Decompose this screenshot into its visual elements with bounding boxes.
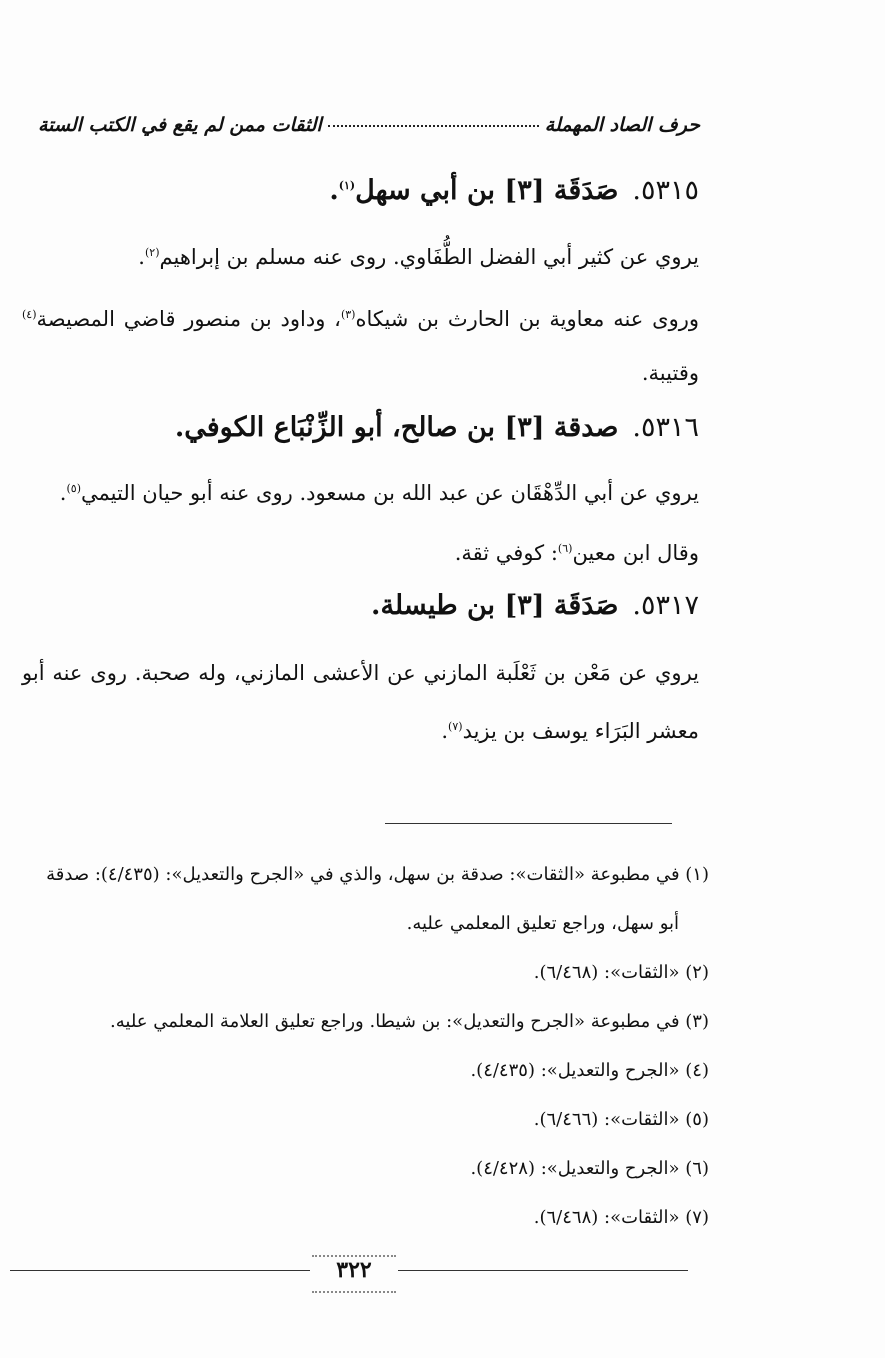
footnote-ref: (٢) xyxy=(144,246,160,259)
paragraph-text: وروى عنه معاوية بن الحارث بن شيكاه xyxy=(355,307,699,331)
paragraph-text: : كوفي ثقة. xyxy=(454,541,558,565)
paragraph-text: وقتيبة. xyxy=(641,361,699,385)
footnote: (١) في مطبوعة «الثقات»: صدقة بن سهل، والذي في «الجرح والتعديل»: (٤/٤٣٥): صدقة xyxy=(46,864,709,885)
footnote: (٧) «الثقات»: (٦/٤٦٨). xyxy=(533,1207,709,1228)
entry-end: . xyxy=(329,175,339,206)
footnote: (٤) «الجرح والتعديل»: (٤/٤٣٥). xyxy=(470,1060,709,1081)
entry-name: صَدَقَة [٣] بن أبي سهل xyxy=(355,175,619,206)
entry-title-5316 xyxy=(30,408,699,448)
footnote-ref: (٤) xyxy=(22,308,37,321)
entry-title-5315 xyxy=(30,166,699,211)
footnote-continuation: أبو سهل، وراجع تعليق المعلمي عليه. xyxy=(406,913,679,934)
page-number: ٣٢٢ xyxy=(336,1257,372,1283)
entry-name: صَدَقَة [٣] بن طيسلة xyxy=(380,590,619,621)
paragraph-text: وقال ابن معين xyxy=(572,541,699,565)
entry-end: . xyxy=(174,412,185,443)
paragraph-text: يروي عن مَعْن بن ثَعْلَبة المازني عن الأعشى المازني، وله صحبة. روى عنه أبو معشر البَرَاء يوسف بن يزيد xyxy=(22,661,699,743)
entry-end: . xyxy=(371,590,381,621)
paragraph-text: ، وداود بن منصور قاضي المصيصة xyxy=(36,307,341,331)
footnote-ref: (٦) xyxy=(557,542,573,555)
footnote-separator xyxy=(385,823,672,824)
header-dots xyxy=(328,125,539,127)
paragraph-text: يروي عن كثير أبي الفضل الطُّفَاوي. روى عنه مسلم بن إبراهيم xyxy=(159,245,699,269)
entry-paragraph xyxy=(22,522,699,580)
footer-rule-right xyxy=(398,1270,688,1271)
entry-number: ٥٣١٥. xyxy=(632,175,699,206)
footnote: (٣) في مطبوعة «الجرح والتعديل»: بن شيطا. وراجع تعليق العلامة المعلمي عليه. xyxy=(110,1011,709,1032)
footnote: (٢) «الثقات»: (٦/٤٦٨). xyxy=(533,962,709,983)
running-header xyxy=(38,114,700,136)
header-left: الثقات ممن لم يقع في الكتب الستة xyxy=(38,114,322,136)
entry-paragraph xyxy=(22,288,699,400)
entry-paragraph xyxy=(22,646,699,758)
paragraph-end: . xyxy=(59,481,67,505)
footnote-ref: (٧) xyxy=(448,720,463,733)
footer-rule-left xyxy=(10,1270,310,1271)
entry-number: ٥٣١٦. xyxy=(632,412,699,443)
entry-paragraph xyxy=(22,226,699,284)
entry-name: صدقة [٣] بن صالح، أبو الزِّنْبَاع الكوفي xyxy=(184,412,619,443)
entry-paragraph xyxy=(22,462,699,520)
header-right: حرف الصاد المهملة xyxy=(544,114,700,136)
footnote-ref: (٥) xyxy=(66,482,81,495)
paragraph-end: . xyxy=(441,719,449,743)
paragraph-end: . xyxy=(138,245,145,269)
footnote: (٦) «الجرح والتعديل»: (٤/٤٢٨). xyxy=(470,1158,709,1179)
paragraph-text: يروي عن أبي الدِّهْقَان عن عبد الله بن مسعود. روى عنه أبو حيان التيمي xyxy=(81,481,699,505)
entry-number: ٥٣١٧. xyxy=(632,590,699,621)
entry-title-5317 xyxy=(30,586,699,626)
footnotes xyxy=(0,850,709,1242)
footnote-ref: (٣) xyxy=(340,308,356,321)
footnote-ref: (١) xyxy=(338,179,356,192)
footnote: (٥) «الثقات»: (٦/٤٦٦). xyxy=(533,1109,709,1130)
